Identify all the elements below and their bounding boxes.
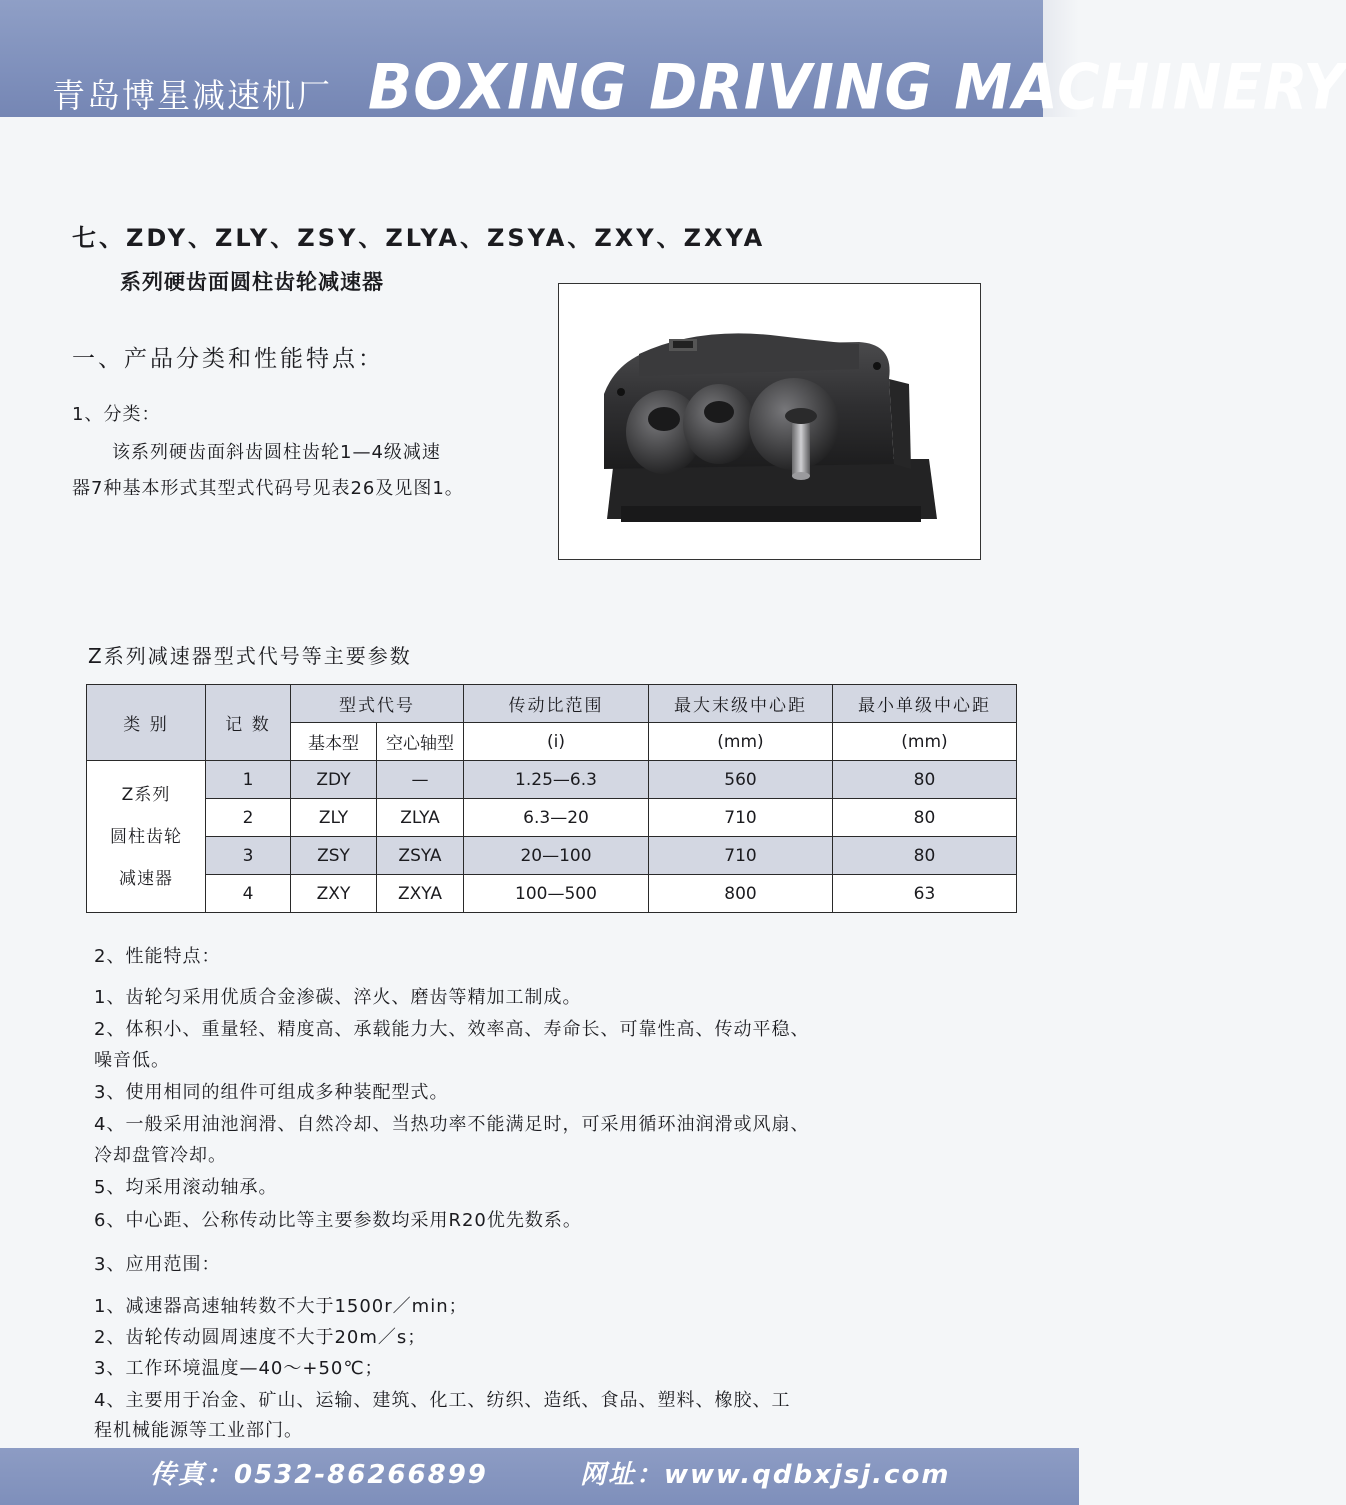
application-heading: 3、应用范围： [94,1254,221,1275]
cell-ratio: 1.25—6.3 [464,761,649,799]
header-model-code: 型式代号 [291,685,464,723]
classify-text-line1: 该系列硬齿面斜齿圆柱齿轮1—4级减速 [112,442,441,463]
cell-basic: ZDY [291,761,377,799]
header-ratio-unit: (i) [464,723,649,761]
table-row [87,799,1017,837]
application-line: 程机械能源等工业部门。 [94,1420,303,1441]
header-category: 类 别 [87,685,206,761]
application-line: 3、工作环境温度—40～+50℃； [94,1358,384,1379]
performance-line: 噪音低。 [94,1050,170,1071]
application-line: 2、齿轮传动圆周速度不大于20m／s； [94,1327,427,1348]
group-label-cell [87,761,206,913]
header-max-center: 最大末级中心距 [649,685,833,723]
header-ratio: 传动比范围 [464,685,649,723]
group-label-line: 圆柱齿轮 [110,826,182,847]
performance-line: 3、使用相同的组件可组成多种装配型式。 [94,1082,449,1103]
cell-max-center: 560 [649,761,833,799]
header-min-center-unit: (mm) [833,723,1017,761]
cell-hollow: — [377,761,464,799]
header-min-center: 最小单级中心距 [833,685,1017,723]
performance-line: 1、齿轮匀采用优质合金渗碳、淬火、磨齿等精加工制成。 [94,987,582,1008]
performance-line: 6、中心距、公称传动比等主要参数均采用R20优先数系。 [94,1210,582,1231]
cell-count: 4 [206,875,291,913]
header-count: 记 数 [206,685,291,761]
application-line: 4、主要用于冶金、矿山、运输、建筑、化工、纺织、造纸、食品、塑料、橡胶、工 [94,1390,791,1411]
table-header-row [87,685,1017,723]
cell-min-center: 80 [833,837,1017,875]
performance-line: 4、一般采用油池润滑、自然冷却、当热功率不能满足时，可采用循环油润滑或风扇、 [94,1114,810,1135]
cell-basic: ZXY [291,875,377,913]
footer-fax: 传真：0532-86266899 [150,1460,488,1490]
cell-count: 1 [206,761,291,799]
company-name-en: BOXING DRIVING MACHINERY [368,50,1346,124]
cell-count: 3 [206,837,291,875]
cell-ratio: 20—100 [464,837,649,875]
classify-label: 1、分类： [72,404,161,425]
classify-text-line2: 器7种基本形式其型式代码号见表26及见图1。 [72,478,464,499]
table-row [87,875,1017,913]
table-row [87,837,1017,875]
cell-hollow: ZSYA [377,837,464,875]
table-row [87,761,1017,799]
performance-line: 冷却盘管冷却。 [94,1145,227,1166]
company-name-cn: 青岛博星减速机厂 [52,76,332,115]
cell-count: 2 [206,799,291,837]
gear-reducer-image [559,284,980,559]
cell-min-center: 80 [833,761,1017,799]
cell-basic: ZLY [291,799,377,837]
footer-website[interactable]: 网址：www.qdbxjsj.com [580,1460,951,1490]
section-heading-classification: 一、产品分类和性能特点： [72,346,384,372]
cell-min-center: 63 [833,875,1017,913]
cell-ratio: 6.3—20 [464,799,649,837]
cell-hollow: ZLYA [377,799,464,837]
group-label-line: Z系列 [121,784,171,805]
header-hollow: 空心轴型 [377,723,464,761]
cell-ratio: 100—500 [464,875,649,913]
application-line: 1、减速器高速轴转数不大于1500r／min； [94,1296,468,1317]
cell-min-center: 80 [833,799,1017,837]
header-basic: 基本型 [291,723,377,761]
cell-max-center: 710 [649,799,833,837]
performance-heading: 2、性能特点： [94,946,221,967]
table-caption: Z系列减速器型式代号等主要参数 [88,644,412,668]
series-subtitle: 系列硬齿面圆柱齿轮减速器 [120,270,384,294]
group-label-line: 减速器 [119,868,173,889]
series-title: 七、ZDY、ZLY、ZSY、ZLYA、ZSYA、ZXY、ZXYA [72,224,766,252]
performance-line: 2、体积小、重量轻、精度高、承载能力大、效率高、寿命长、可靠性高、传动平稳、 [94,1019,810,1040]
cell-max-center: 800 [649,875,833,913]
cell-max-center: 710 [649,837,833,875]
performance-line: 5、均采用滚动轴承。 [94,1177,278,1198]
header-max-center-unit: (mm) [649,723,833,761]
product-photo [558,283,981,560]
parameters-table [86,684,1017,913]
cell-hollow: ZXYA [377,875,464,913]
cell-basic: ZSY [291,837,377,875]
